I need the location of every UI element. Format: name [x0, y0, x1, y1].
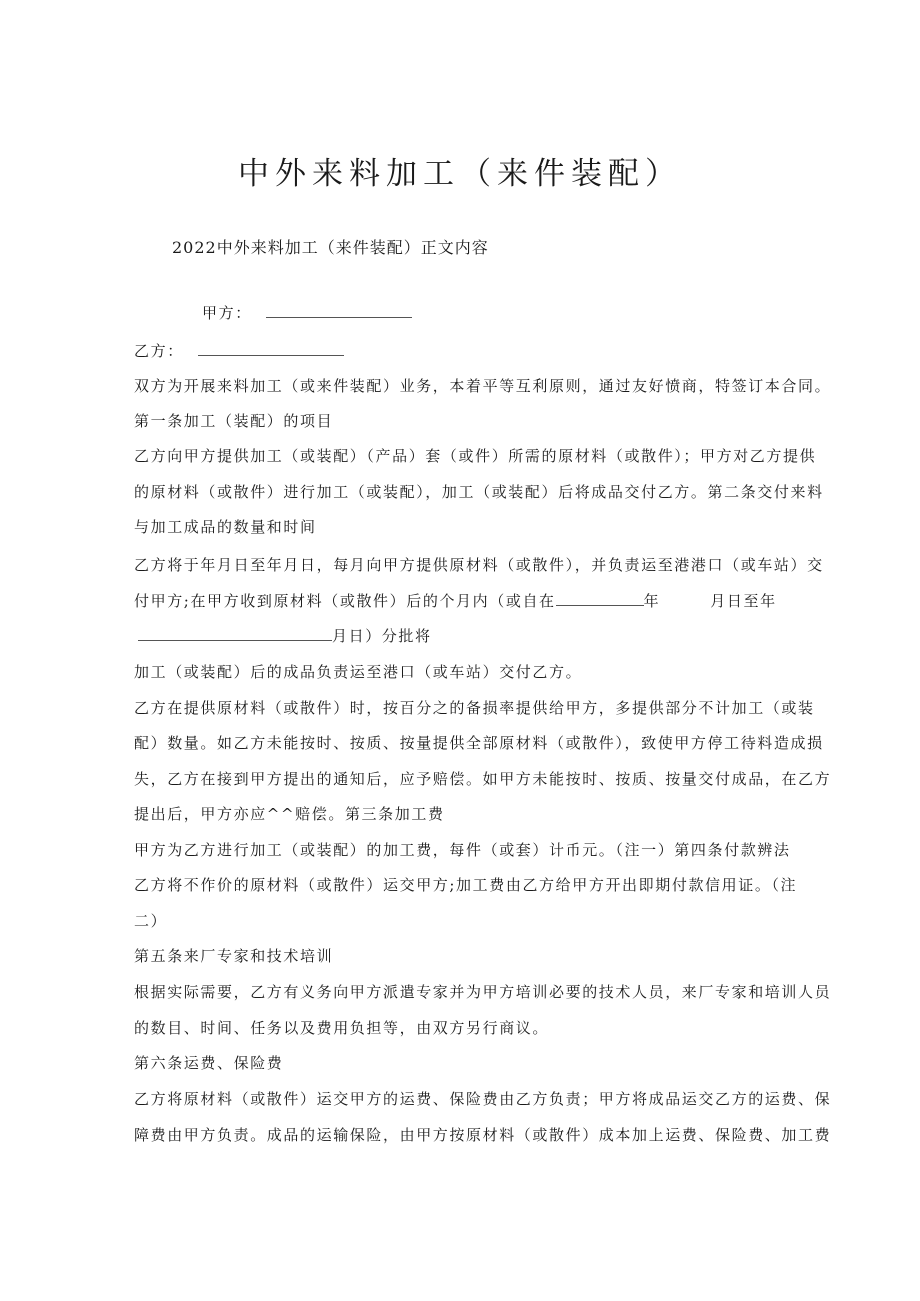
paragraph-line: 的原材料（或散件）进行加工（或装配），加工（或装配）后将成品交付乙方。第二条交付来料	[134, 483, 824, 501]
article-heading: 第一条加工（装配）的项目	[134, 412, 334, 430]
paragraph-line: 乙方向甲方提供加工（或装配）（产品）套（或件）所需的原材料（或散件）；甲方对乙方提供	[134, 447, 817, 465]
paragraph-line: 乙方将于年月日至年月日，每月向甲方提供原材料（或散件），并负责运至港港口（或车站）交	[134, 556, 824, 574]
line-segment: 月日）分批将	[332, 627, 432, 645]
paragraph-line-with-blanks	[134, 590, 777, 611]
paragraph-line-with-blanks	[138, 625, 432, 646]
paragraph-line: 提出后，甲方亦应^^赔偿。第三条加工费	[134, 805, 445, 823]
paragraph-line: 与加工成品的数量和时间	[134, 518, 317, 536]
party-b-blank	[198, 341, 344, 356]
party-a-label: 甲方：	[202, 304, 252, 322]
paragraph-line: 甲方为乙方进行加工（或装配）的加工费，每件（或套）计币元。（注一）第四条付款辨法	[134, 841, 791, 859]
paragraph-line: 双方为开展来料加工（或来件装配）业务，本着平等互利原则，通过友好愤商，特签订本合同。	[134, 377, 832, 395]
document-title: 中外来料加工（来件装配）	[238, 156, 682, 192]
paragraph-line: 乙方将原材料（或散件）运交甲方的运费、保险费由乙方负责；甲方将成品运交乙方的运费、保	[134, 1090, 832, 1108]
fill-in-blank	[138, 626, 332, 641]
party-b-line	[134, 340, 344, 361]
fill-in-blank	[556, 591, 644, 606]
article-heading: 第六条运费、保险费	[134, 1054, 284, 1072]
document-subtitle: 2022中外来料加工（来件装配）正文内容	[172, 238, 489, 257]
paragraph-line: 配）数量。如乙方未能按时、按质、按量提供全部原材料（或散件），致使甲方停工待料造成损	[134, 734, 824, 752]
paragraph-line: 根据实际需要，乙方有义务向甲方派遣专家并为甲方培训必要的技术人员，来厂专家和培训人员	[134, 983, 832, 1001]
paragraph-line: 乙方将不作价的原材料（或散件）运交甲方;加工费由乙方给甲方开出即期付款信用证。（注	[134, 876, 798, 894]
paragraph-line: 的数目、时间、任务以及费用负担等，由双方另行商议。	[134, 1019, 550, 1037]
party-a-line	[202, 302, 412, 323]
paragraph-line: 失，乙方在接到甲方提出的通知后，应予赔偿。如甲方未能按时、按质、按量交付成品，在乙方	[134, 770, 832, 788]
party-b-label: 乙方：	[134, 342, 184, 360]
paragraph-line: 障费由甲方负责。成品的运输保险，由甲方按原材料（或散件）成本加上运费、保险费、加工费	[134, 1126, 832, 1144]
party-a-blank	[266, 303, 412, 318]
paragraph-line: 乙方在提供原材料（或散件）时，按百分之的备损率提供给甲方，多提供部分不计加工（或装	[134, 699, 815, 717]
paragraph-line: 加工（或装配）后的成品负责运至港口（或车站）交付乙方。	[134, 663, 583, 681]
line-segment: 月日至年	[710, 592, 777, 610]
line-segment: 付甲方;在甲方收到原材料（或散件）后的个月内（或自在	[134, 592, 556, 610]
paragraph-line: 二）	[134, 912, 168, 930]
line-segment: 年	[643, 592, 661, 610]
article-heading: 第五条来厂专家和技术培训	[134, 947, 334, 965]
